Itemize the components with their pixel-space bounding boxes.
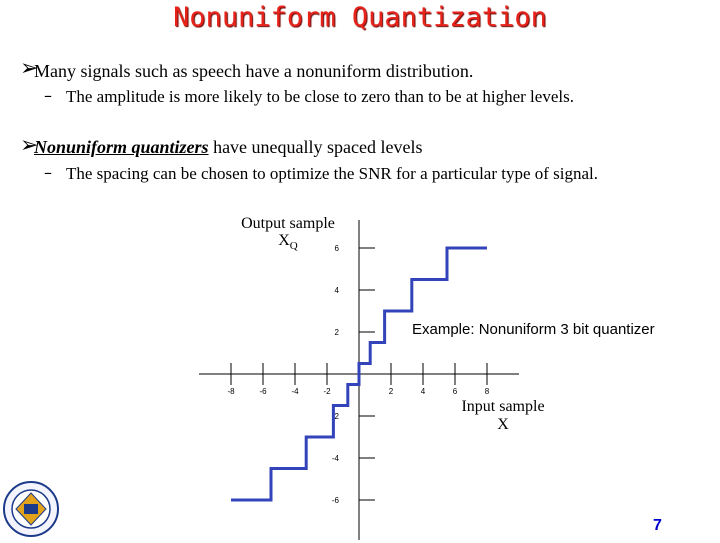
example-caption: Example: Nonuniform 3 bit quantizer	[412, 321, 655, 338]
arrow-bullet-icon: ➢	[20, 56, 39, 81]
y-tick-label: 2	[334, 328, 339, 337]
dash-bullet-icon: –	[44, 86, 52, 105]
y-tick-label: 6	[334, 244, 339, 253]
x-tick-label: 2	[388, 387, 394, 396]
y-tick-label: -4	[331, 454, 339, 463]
bullet-1-text: Many signals such as speech have a nonuniform distribution.	[34, 61, 474, 81]
slide-title: Nonuniform Quantization	[173, 2, 547, 33]
y-axis-label-line2: $X_Q$	[278, 232, 298, 253]
y-tick-label: 4	[334, 286, 339, 295]
bullet-2-sub-text: The spacing can be chosen to optimize the SNR for a particular type of signal.	[66, 164, 599, 183]
university-seal-icon	[2, 480, 60, 538]
x-axis-label-line2: X	[497, 416, 509, 433]
y-axis-label-line1: Output sample	[241, 215, 335, 232]
arrow-bullet-icon: ➢	[20, 133, 39, 158]
x-tick-label: 8	[484, 387, 490, 396]
bullet-2-emphasis: Nonuniform quantizers	[34, 137, 209, 157]
bullet-2-rest: have unequally spaced levels	[208, 137, 423, 157]
x-tick-label: -4	[291, 387, 299, 396]
dash-bullet-icon: –	[44, 163, 52, 182]
bullet-1-sub-text: The amplitude is more likely to be close to zero than to be at higher levels.	[66, 87, 574, 106]
x-tick-label: 6	[452, 387, 458, 396]
x-axis-label-line1: Input sample	[461, 398, 545, 415]
page-number: 7	[653, 517, 662, 534]
x-tick-label: 4	[420, 387, 426, 396]
x-tick-label: -2	[323, 387, 331, 396]
y-tick-label: -2	[331, 412, 339, 421]
x-tick-label: -6	[259, 387, 267, 396]
x-tick-label: -8	[227, 387, 235, 396]
y-tick-label: -6	[331, 496, 339, 505]
